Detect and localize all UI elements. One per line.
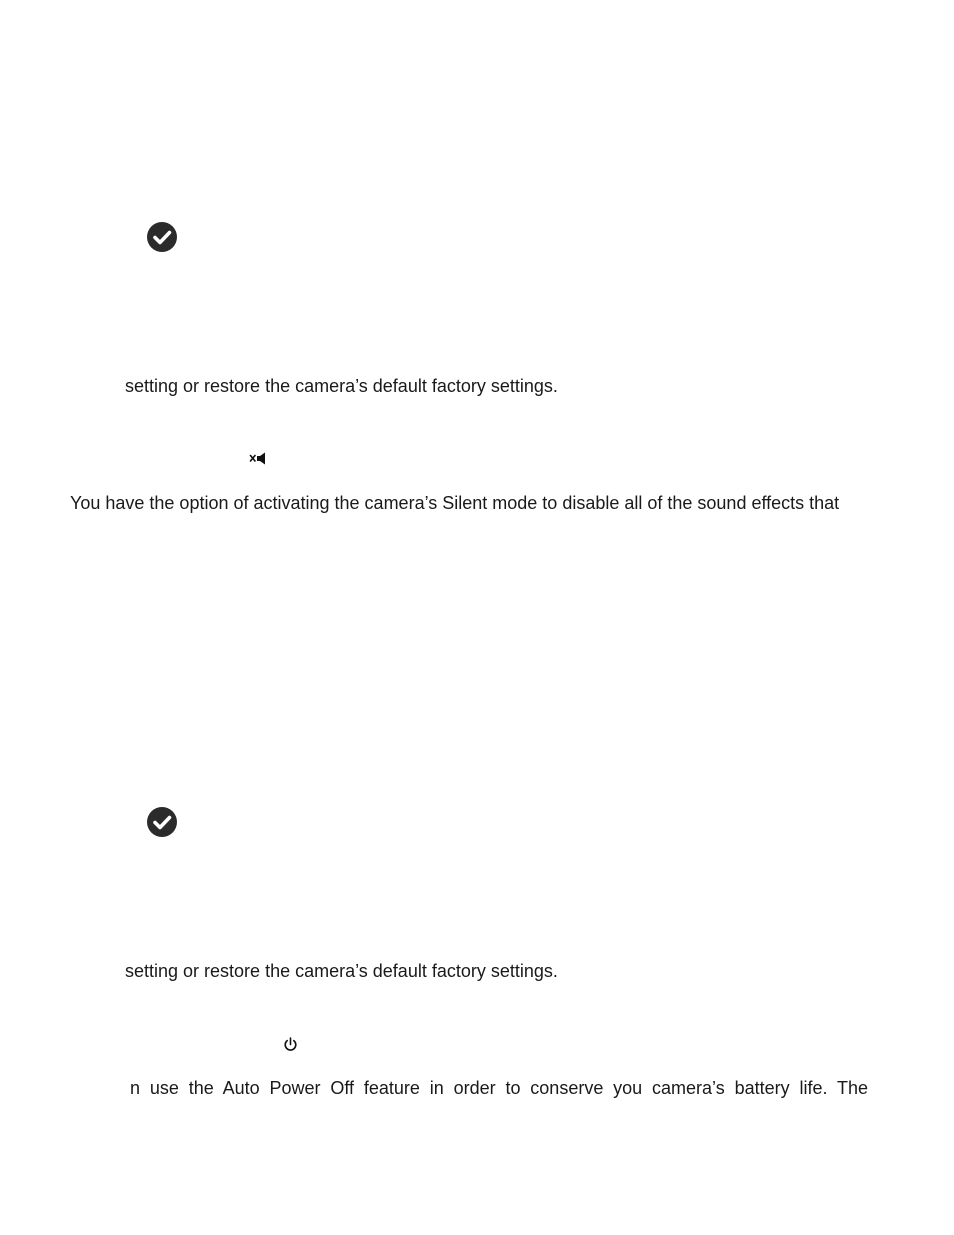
restore-settings-text: setting or restore the camera’s default factory settings.: [125, 961, 558, 981]
auto-power-off-intro-text: n use the Auto Power Off feature in order to conserve you camera’s battery life. The: [130, 1078, 868, 1098]
restore-settings-text: setting or restore the camera’s default factory settings.: [125, 376, 558, 396]
check-circle-icon: [147, 807, 177, 837]
speaker-mute-icon: [249, 452, 267, 471]
power-icon: [283, 1037, 298, 1057]
check-circle-icon: [147, 222, 177, 252]
silent-mode-intro-text: You have the option of activating the camera’s Silent mode to disable all of the sound effects that: [70, 493, 840, 513]
